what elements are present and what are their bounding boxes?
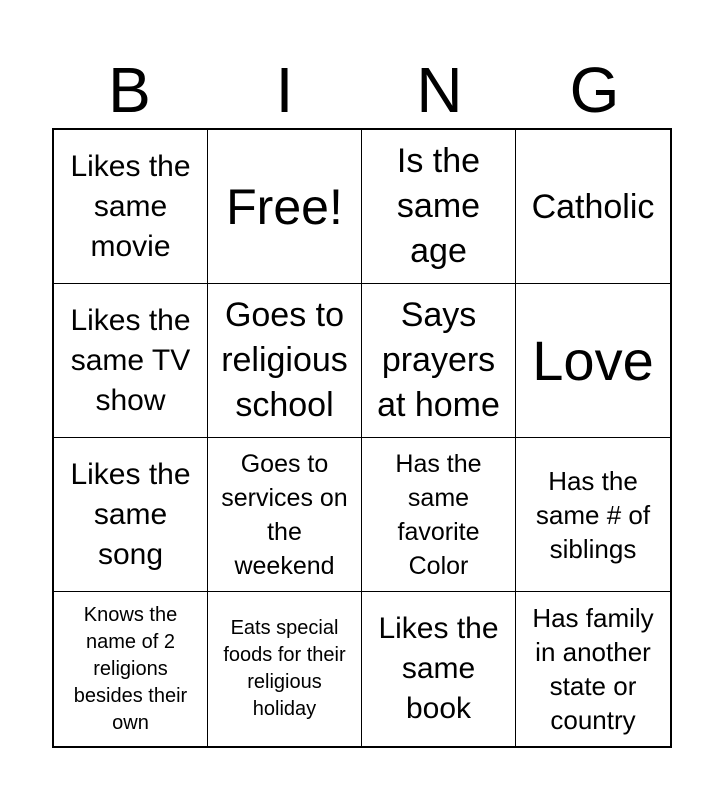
cell-text: Likes the same TV show <box>70 303 191 417</box>
cell-text: Likes the same book <box>378 612 499 725</box>
cell-text: Goes to religious school <box>221 296 348 424</box>
bingo-cell[interactable] <box>362 130 516 284</box>
header-letter-b: B <box>108 54 151 126</box>
header-letter-g: G <box>569 54 620 126</box>
bingo-cell[interactable] <box>362 284 516 438</box>
cell-text: Is the same age <box>396 142 481 270</box>
bingo-cell[interactable] <box>208 284 362 438</box>
bingo-cell[interactable] <box>362 592 516 746</box>
cell-text: Says prayers at home <box>377 296 500 424</box>
bingo-cell[interactable] <box>362 438 516 592</box>
free-space-cell[interactable] <box>208 130 362 284</box>
cell-text: Likes the same movie <box>70 149 191 263</box>
bingo-cell[interactable] <box>516 438 670 592</box>
cell-text: Has the same # of siblings <box>535 465 651 564</box>
bingo-cell[interactable] <box>54 130 208 284</box>
header-letter-i: I <box>275 54 294 126</box>
bingo-cell[interactable] <box>54 592 208 746</box>
bingo-header <box>52 52 672 128</box>
cell-text: Has family in another state or country <box>532 603 654 735</box>
bingo-cell[interactable] <box>516 592 670 746</box>
cell-text: Catholic <box>531 187 655 226</box>
bingo-card-grid <box>52 128 672 748</box>
cell-text: Goes to services on the weekend <box>221 449 348 580</box>
bingo-cell[interactable] <box>208 592 362 746</box>
cell-text: Love <box>532 328 654 392</box>
cell-text: Has the same favorite Color <box>395 449 482 580</box>
bingo-cell[interactable] <box>54 438 208 592</box>
bingo-cell[interactable] <box>54 284 208 438</box>
header-letter-n: N <box>416 54 463 126</box>
cell-text: Eats special foods for their religious holiday <box>223 617 346 720</box>
bingo-cell[interactable] <box>208 438 362 592</box>
bingo-cell[interactable] <box>516 130 670 284</box>
cell-text: Likes the same song <box>70 457 191 571</box>
cell-text: Free! <box>226 178 343 235</box>
bingo-cell[interactable] <box>516 284 670 438</box>
cell-text: Knows the name of 2 religions besides their own <box>73 603 188 734</box>
